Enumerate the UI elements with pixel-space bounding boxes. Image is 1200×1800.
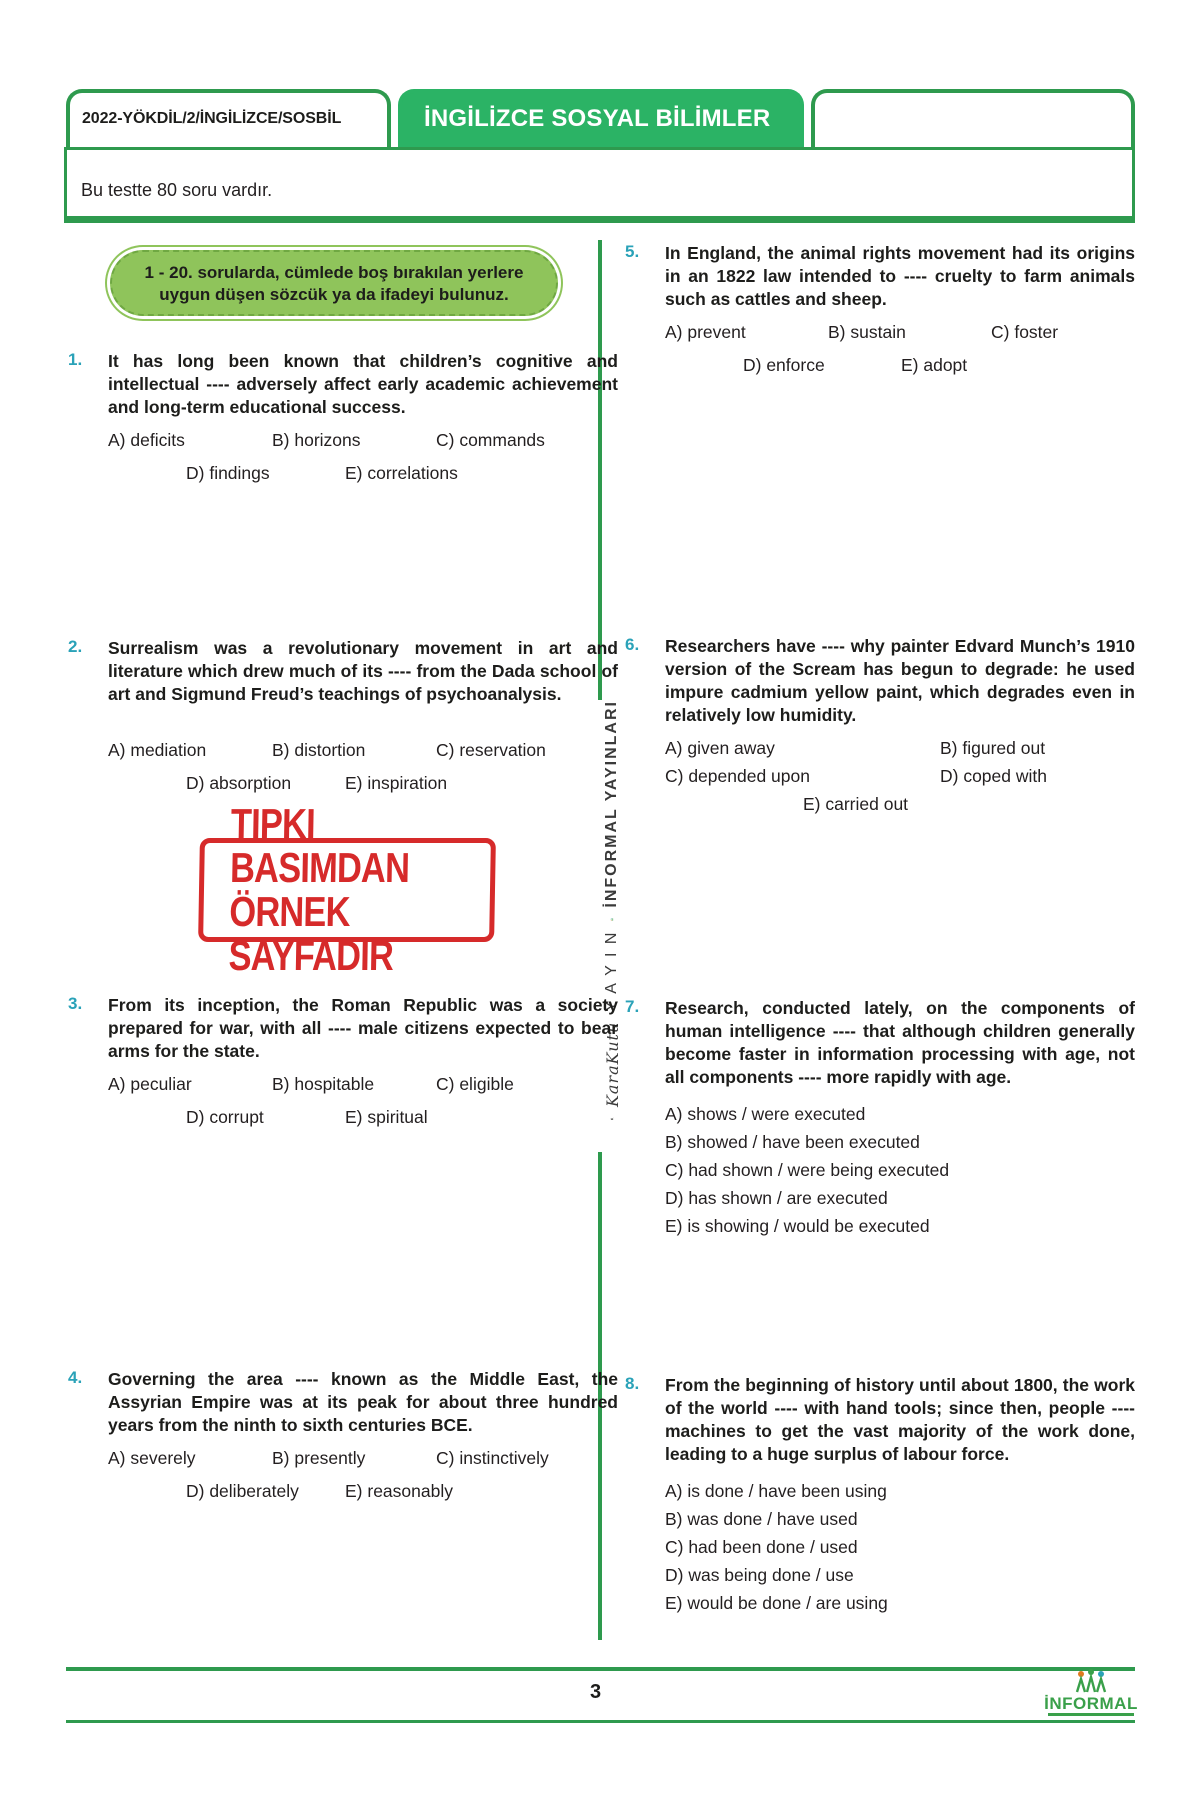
option-e[interactable]: E) reasonably xyxy=(345,1481,453,1501)
option-a[interactable]: A) prevent xyxy=(665,322,746,342)
option-e[interactable]: E) carried out xyxy=(803,794,909,814)
option-list xyxy=(665,1100,1135,1240)
option-e[interactable]: E) would be done / are using xyxy=(665,1593,888,1613)
question-stem: It has long been known that children’s cognitive and intellectual ---- adversely affect early academic achievement and long-term educational success. xyxy=(108,351,618,417)
question-5 xyxy=(625,242,1135,375)
question-stem: Research, conducted lately, on the components of human intelligence ---- that although children generally become faster in information processing with age, not all components ---- more rapidly with age. xyxy=(665,998,1135,1087)
option-d[interactable]: D) was being done / use xyxy=(665,1565,854,1585)
option-b[interactable]: B) hospitable xyxy=(272,1074,375,1094)
option-b[interactable]: B) sustain xyxy=(828,322,906,342)
option-c[interactable]: C) eligible xyxy=(436,1074,514,1094)
header-empty-tab xyxy=(811,89,1135,147)
option-c[interactable]: C) depended upon xyxy=(665,766,810,786)
question-number: 6. xyxy=(625,635,640,654)
option-a[interactable]: A) mediation xyxy=(108,740,207,760)
option-d[interactable]: D) corrupt xyxy=(186,1107,264,1127)
page-number: 3 xyxy=(590,1681,602,1703)
publisher-text: İNFORMAL YAYINLARI xyxy=(603,700,620,908)
stamp-line-1: TIPKI BASIMDAN xyxy=(229,800,410,891)
question-number: 4. xyxy=(68,1368,83,1387)
option-e[interactable]: E) spiritual xyxy=(345,1107,428,1127)
option-d[interactable]: D) deliberately xyxy=(186,1481,299,1501)
option-d[interactable]: D) coped with xyxy=(940,766,1047,786)
question-stem: From its inception, the Roman Republic was a society prepared for war, with all ---- male citizens expected to bear arms for the state. xyxy=(108,995,618,1061)
option-a[interactable]: A) is done / have been using xyxy=(665,1481,887,1501)
option-b[interactable]: B) presently xyxy=(272,1448,366,1468)
instruction-line-1: 1 - 20. sorularda, cümlede boş bırakılan yerlere xyxy=(144,263,524,282)
yayin-text: Y A Y I N xyxy=(603,930,620,1012)
option-c[interactable]: C) reservation xyxy=(436,740,546,760)
option-a[interactable]: A) shows / were executed xyxy=(665,1104,866,1124)
section-title-tab xyxy=(398,89,804,147)
question-stem: In England, the animal rights movement had its origins in an 1822 law intended to ---- cruelty to farm animals such as cattles and sheep. xyxy=(665,243,1135,309)
exam-code: 2022-YÖKDİL/2/İNGİLİZCE/SOSBİL xyxy=(82,110,342,127)
question-6 xyxy=(625,635,1135,814)
option-d[interactable]: D) has shown / are executed xyxy=(665,1188,888,1208)
question-number: 2. xyxy=(68,637,83,656)
option-d[interactable]: D) enforce xyxy=(743,355,825,375)
question-4 xyxy=(68,1368,618,1501)
question-number: 8. xyxy=(625,1374,640,1393)
option-c[interactable]: C) had shown / were being executed xyxy=(665,1160,950,1180)
question-number: 7. xyxy=(625,997,640,1016)
column-divider-top xyxy=(598,240,602,700)
karakutu-text: KaraKutu xyxy=(602,1021,622,1108)
option-b[interactable]: B) figured out xyxy=(940,738,1046,758)
question-7 xyxy=(625,997,1135,1240)
section-title: İNGİLİZCE SOSYAL BİLİMLER xyxy=(424,105,771,132)
question-number: 3. xyxy=(68,994,83,1013)
question-stem: From the beginning of history until about 1800, the work of the world ---- with hand tools; since then, people ---- machines to get the vast majority of the work done, leading to a huge surplus of labour force. xyxy=(665,1375,1135,1464)
option-a[interactable]: A) given away xyxy=(665,738,775,758)
question-2 xyxy=(68,637,618,793)
option-c[interactable]: C) commands xyxy=(436,430,545,450)
question-number: 5. xyxy=(625,242,640,261)
option-e[interactable]: E) correlations xyxy=(345,463,458,483)
option-list xyxy=(665,1477,1135,1617)
option-c[interactable]: C) foster xyxy=(991,322,1059,342)
instruction-badge xyxy=(110,250,558,316)
option-d[interactable]: D) findings xyxy=(186,463,270,483)
test-info-box xyxy=(64,147,1135,219)
option-e[interactable]: E) is showing / would be executed xyxy=(665,1216,930,1236)
option-b[interactable]: B) horizons xyxy=(272,430,361,450)
sample-page-stamp xyxy=(198,800,496,979)
karakutu-logo-icon xyxy=(603,1117,621,1120)
option-e[interactable]: E) inspiration xyxy=(345,773,448,793)
footer-rule-bottom xyxy=(66,1720,1135,1723)
exam-code-tab xyxy=(66,89,391,147)
footer-rule-top xyxy=(66,1667,1135,1671)
option-c[interactable]: C) had been done / used xyxy=(665,1537,858,1557)
question-1 xyxy=(68,350,618,483)
option-a[interactable]: A) severely xyxy=(108,1448,196,1468)
option-a[interactable]: A) peculiar xyxy=(108,1074,192,1094)
question-number: 1. xyxy=(68,350,83,369)
informal-logo-text: İNFORMAL xyxy=(1044,1694,1138,1713)
question-8 xyxy=(625,1374,1135,1617)
test-info-text: Bu testte 80 soru vardır. xyxy=(81,180,273,200)
question-stem: Researchers have ---- why painter Edvard Munch’s 1910 version of the Scream has begun to degrade: he used impure cadmium yellow paint, which degrades even in relatively low humidity. xyxy=(665,636,1135,725)
option-d[interactable]: D) absorption xyxy=(186,773,292,793)
stamp-line-2: ÖRNEK SAYFADIR xyxy=(228,888,394,979)
option-b[interactable]: B) was done / have used xyxy=(665,1509,858,1529)
option-e[interactable]: E) adopt xyxy=(901,355,968,375)
informal-people-icon xyxy=(603,918,621,921)
option-b[interactable]: B) distortion xyxy=(272,740,366,760)
question-stem: Surrealism was a revolutionary movement in art and literature which drew much of its ---- from the Dada school of art and Sigmund Freud’s teachings of psychoanalysis. xyxy=(108,638,618,704)
option-a[interactable]: A) deficits xyxy=(108,430,185,450)
option-c[interactable]: C) instinctively xyxy=(436,1448,549,1468)
option-b[interactable]: B) showed / have been executed xyxy=(665,1132,920,1152)
instruction-line-2: uygun düşen sözcük ya da ifadeyi bulunuz. xyxy=(159,285,509,304)
question-stem: Governing the area ---- known as the Middle East, the Assyrian Empire was at its peak for about three hundred years from the ninth to sixth centuries BCE. xyxy=(108,1369,618,1435)
